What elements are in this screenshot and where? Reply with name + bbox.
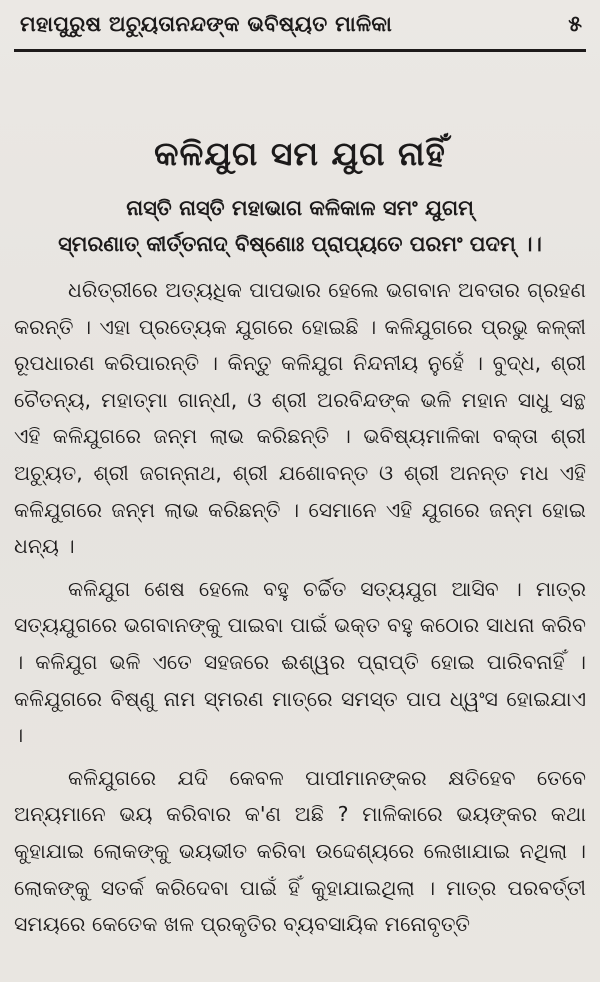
paragraph-3: କଳିଯୁଗରେ ଯଦି କେବଳ ପାପୀମାନଙ୍କର କ୍ଷତିହେବ ତେବେ ଅନ୍ୟମାନେ ଭୟ କରିବାର କ'ଣ ଅଛି ? ମାଳିକାରେ ଭୟଙ୍କର କଥା କୁହାଯାଇ ଲୋକଙ୍କୁ ଭୟଭୀତ କରିବା ଉଦ୍ଦେଶ୍ୟରେ ଲେଖାଯାଇ ନଥିଲା । ଲୋକଙ୍କୁ ସତର୍କ କରିଦେବା ପାଇଁ ହିଁ କୁହାଯାଇଥିଲା । ମାତ୍ର ପରବର୍ତ୍ତୀ ସମୟରେ କେତେକ ଖଳ ପ୍ରକୃତିର ବ୍ୟବସାୟିକ ମନୋବୃତ୍ତି [14, 765, 586, 937]
sanskrit-verse [14, 190, 586, 262]
running-header [14, 0, 586, 52]
body-text [14, 272, 586, 943]
paragraph-1: ଧରିତ୍ରୀରେ ଅତ୍ୟଧିକ ପାପଭାର ହେଲେ ଭଗବାନ ଅବତାର ଗ୍ରହଣ କରନ୍ତି । ଏହା ପ୍ରତ୍ୟେକ ଯୁଗରେ ହୋଇଛି । କଳିଯୁଗରେ ପ୍ରଭୁ କଳ୍କୀ ରୂପଧାରଣ କରିପାରନ୍ତି । କିନ୍ତୁ କଳିଯୁଗ ନିନ୍ଦନୀୟ ନୁହେଁ । ବୁଦ୍ଧ, ଶ୍ରୀ ଚୈତନ୍ୟ, ମହାତ୍ମା ଗାନ୍ଧୀ, ଓ ଶ୍ରୀ ଅରବିନ୍ଦଙ୍କ ଭଳି ମହାନ ସାଧୁ ସନ୍ଥ ଏହି କଳିଯୁଗରେ ଜନ୍ମ ଲାଭ କରିଛନ୍ତି । ଭବିଷ୍ୟମାଳିକା ବକ୍ତା ଶ୍ରୀ ଅଚ୍ୟୁତ, ଶ୍ରୀ ଜଗନ୍ନାଥ, ଶ୍ରୀ ଯଶୋବନ୍ତ ଓ ଶ୍ରୀ ଅନନ୍ତ ମଧ ଏହି କଳିଯୁଗରେ ଜନ୍ମ ଲାଭ କରିଛନ୍ତି । ସେମାନେ ଏହି ଯୁଗରେ ଜନ୍ମ ହୋଇ ଧନ୍ୟ । [14, 278, 586, 559]
verse-line-1: ନାସ୍ତି ନାସ୍ତି ମହାଭାଗ କଳିକାଳ ସମଂ ଯୁଗମ୍ [126, 196, 474, 220]
page-number: ୫ [568, 12, 582, 37]
chapter-title: କଳିଯୁଗ ସମ ଯୁଗ ନାହିଁ [154, 134, 446, 173]
verse-line-2: ସ୍ମରଣାତ୍ କୀର୍ତ୍ତନାଦ୍ ବିଷ୍ଣୋଃ ପ୍ରାପ୍ୟତେ ପରମଂ ପଦମ୍ ।। [58, 232, 542, 256]
running-title: ମହାପୁରୁଷ ଅଚ୍ୟୁତାନନ୍ଦଙ୍କ ଭବିଷ୍ୟତ ମାଳିକା [20, 12, 393, 36]
paragraph-2: କଳିଯୁଗ ଶେଷ ହେଲେ ବହୁ ଚର୍ଚ୍ଚିତ ସତ୍ୟଯୁଗ ଆସିବ । ମାତ୍ର ସତ୍ୟଯୁଗରେ ଭଗବାନଙ୍କୁ ପାଇବା ପାଇଁ ଭକ୍ତ ବହୁ କଠୋର ସାଧନା କରିବ । କଳିଯୁଗ ଭଳି ଏତେ ସହଜରେ ଈଶ୍ୱର ପ୍ରାପ୍ତି ହୋଇ ପାରିବନାହିଁ । କଳିଯୁଗରେ ବିଷ୍ଣୁ ନାମ ସ୍ମରଣ ମାତ୍ରେ ସମସ୍ତ ପାପ ଧ୍ୱଂସ ହୋଇଯାଏ । [14, 576, 586, 748]
